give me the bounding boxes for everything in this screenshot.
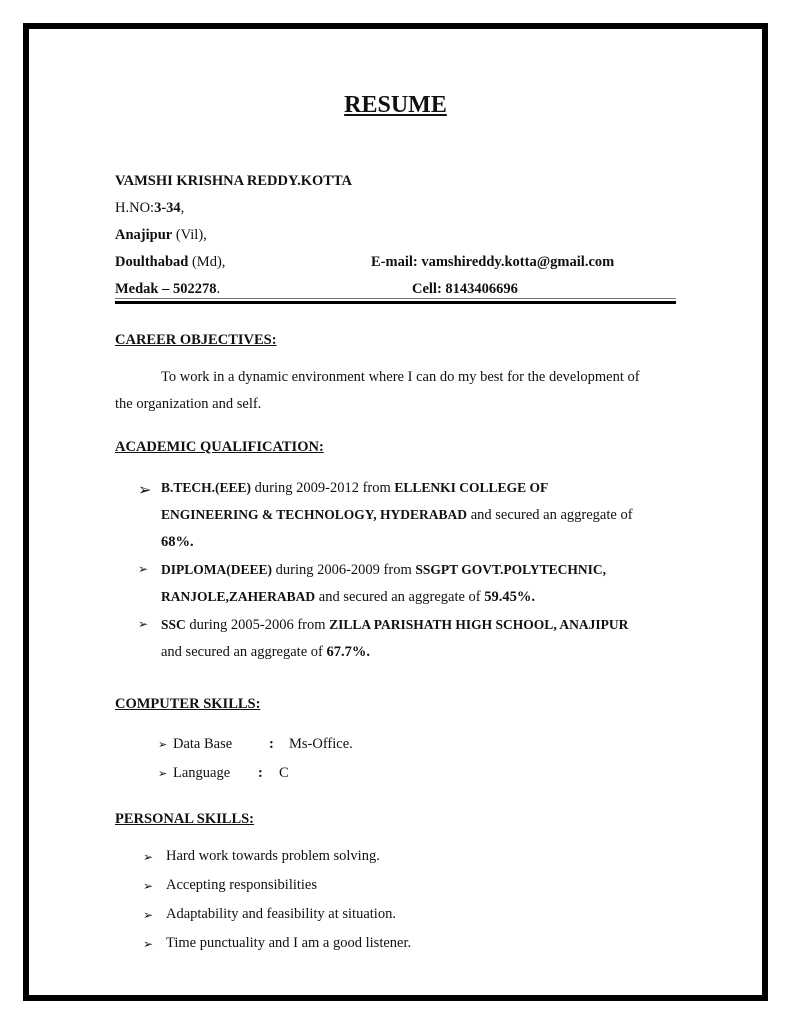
score: 67.7%. bbox=[326, 644, 370, 660]
degree: B.TECH.(EEE) bbox=[161, 480, 252, 495]
academic-item-2-line-2 bbox=[161, 589, 535, 606]
computer-heading: COMPUTER SKILLS: bbox=[115, 696, 261, 712]
institution: SSGPT GOVT.POLYTECHNIC, bbox=[415, 562, 607, 577]
district-suffix: . bbox=[216, 281, 221, 297]
computer-skill-value: C bbox=[279, 765, 289, 781]
academic-item-1-line-2 bbox=[161, 507, 633, 524]
computer-skill-separator: : bbox=[269, 736, 274, 752]
institution: RANJOLE,ZAHERABAD bbox=[161, 589, 316, 604]
email-link[interactable]: vamshireddy.kotta@gmail.com bbox=[421, 254, 615, 270]
bullet-icon: ➢ bbox=[138, 482, 152, 499]
cell-label: Cell: bbox=[412, 281, 446, 297]
secured-text: and secured an aggregate of bbox=[315, 589, 485, 605]
hno-value: 3-34 bbox=[154, 200, 181, 216]
cell-number: 8143406696 bbox=[445, 281, 518, 297]
bullet-icon: ➢ bbox=[143, 908, 154, 922]
mandal-name: Doulthabad bbox=[115, 254, 189, 270]
secured-text: and secured an aggregate of bbox=[161, 644, 327, 660]
district bbox=[115, 281, 220, 298]
bullet-icon: ➢ bbox=[158, 738, 168, 751]
personal-skill-item: Time punctuality and I am a good listener. bbox=[166, 935, 412, 951]
mandal-suffix: (Md), bbox=[188, 254, 226, 270]
bullet-icon: ➢ bbox=[143, 850, 154, 864]
bullet-icon: ➢ bbox=[143, 937, 154, 951]
hno-label: H.NO: bbox=[115, 200, 155, 216]
career-line-2: the organization and self. bbox=[115, 396, 262, 412]
personal-heading: PERSONAL SKILLS: bbox=[115, 811, 255, 827]
village-name: Anajipur bbox=[115, 227, 173, 243]
score: 59.45%. bbox=[484, 589, 535, 605]
district-name: Medak – 502278 bbox=[115, 281, 217, 297]
header-rule-thin bbox=[115, 298, 676, 299]
hno-suffix: , bbox=[180, 200, 185, 216]
during: during 2005-2006 from bbox=[185, 617, 330, 633]
degree: DIPLOMA(DEEE) bbox=[161, 562, 272, 577]
candidate-name bbox=[115, 173, 352, 190]
during: during 2006-2009 from bbox=[272, 562, 416, 578]
header-rule-thick bbox=[115, 301, 676, 304]
page-title: RESUME bbox=[344, 92, 447, 118]
academic-heading: ACADEMIC QUALIFICATION: bbox=[115, 439, 324, 455]
academic-item-1-line-3 bbox=[161, 534, 194, 551]
name-text: VAMSHI KRISHNA REDDY.KOTTA bbox=[115, 173, 353, 189]
institution: ZILLA PARISHATH HIGH SCHOOL, ANAJIPUR bbox=[329, 617, 629, 632]
academic-item-3-line-2 bbox=[161, 644, 370, 661]
score: 68%. bbox=[161, 534, 194, 550]
academic-item-3-line-1 bbox=[161, 617, 628, 634]
during: during 2009-2012 from bbox=[251, 480, 395, 496]
personal-skill-item: Adaptability and feasibility at situation. bbox=[166, 906, 396, 922]
career-heading: CAREER OBJECTIVES: bbox=[115, 332, 277, 348]
degree: SSC bbox=[161, 617, 186, 632]
village-suffix: (Vil), bbox=[172, 227, 207, 243]
academic-item-2-line-1 bbox=[161, 562, 606, 579]
cell bbox=[412, 281, 518, 298]
village bbox=[115, 227, 207, 244]
computer-skill-label: Language bbox=[173, 765, 231, 781]
academic-item-1-line-1 bbox=[161, 480, 548, 497]
personal-skill-item: Hard work towards problem solving. bbox=[166, 848, 380, 864]
mandal bbox=[115, 254, 225, 271]
bullet-icon: ➢ bbox=[138, 562, 149, 576]
bullet-icon: ➢ bbox=[138, 617, 149, 631]
career-line-1: To work in a dynamic environment where I can do my best for the development of bbox=[161, 369, 640, 385]
email bbox=[371, 254, 614, 271]
house-number bbox=[115, 200, 184, 217]
institution: ENGINEERING & TECHNOLOGY, HYDERABAD bbox=[161, 507, 468, 522]
bullet-icon: ➢ bbox=[158, 767, 168, 780]
personal-skill-item: Accepting responsibilities bbox=[166, 877, 318, 893]
computer-skill-value: Ms-Office. bbox=[289, 736, 353, 752]
institution: ELLENKI COLLEGE OF bbox=[394, 480, 549, 495]
email-label: E-mail: bbox=[371, 254, 422, 270]
computer-skill-label: Data Base bbox=[173, 736, 233, 752]
computer-skill-separator: : bbox=[258, 765, 263, 781]
bullet-icon: ➢ bbox=[143, 879, 154, 893]
secured-text: and secured an aggregate of bbox=[467, 507, 633, 523]
